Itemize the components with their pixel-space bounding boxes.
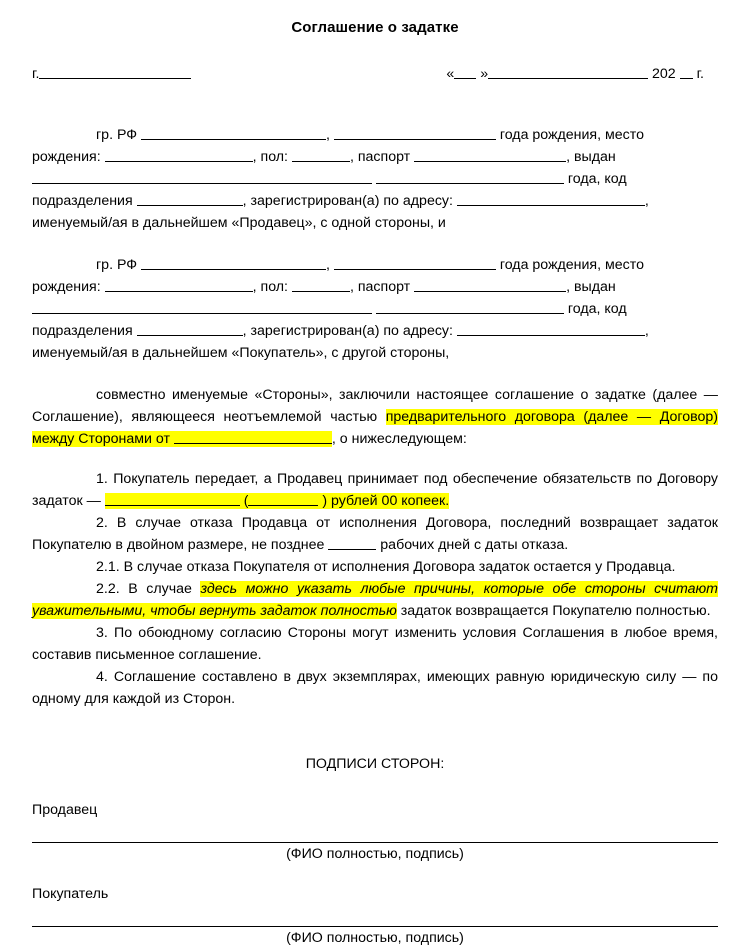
month-blank[interactable]: [488, 66, 648, 79]
clause-2-2-text-2: задаток возвращается Покупателю полностью.: [396, 603, 711, 620]
buyer-passport-label: паспорт: [357, 279, 411, 296]
year-prefix: 202: [652, 66, 676, 83]
seller-subdivision-label: подразделения: [32, 193, 133, 210]
buyer-line-4: подразделения , зарегистрирован(а) по адресу: ,: [32, 323, 649, 340]
day-blank[interactable]: [454, 66, 476, 79]
seller-issued-label: выдан: [574, 149, 616, 166]
seller-line-1: гр. РФ , года рождения, место: [96, 127, 644, 144]
seller-citizen-prefix: гр. РФ: [96, 127, 138, 144]
city-blank[interactable]: [39, 66, 191, 79]
seller-issued-year-label: года,: [567, 171, 601, 188]
buyer-subdivision-blank[interactable]: [137, 323, 243, 336]
buyer-sex-label: пол:: [260, 279, 288, 296]
quote-open: «: [446, 66, 455, 83]
clause-2-text-1: 2. В случае отказа Продавца от исполнения Договора, последний возвращает задаток Покупателю в двойном размере, не позднее: [32, 515, 718, 554]
buyer-subdivision-label: подразделения: [32, 323, 133, 340]
buyer-sex-blank[interactable]: [292, 279, 350, 292]
clause-1-text: 1. Покупатель передает, а Продавец принимает под обеспечение обязательств по Договору задаток —: [32, 471, 718, 510]
preamble-highlight: предварительного договора (далее — Договор) между Сторонами от: [32, 409, 718, 448]
seller-address-blank[interactable]: [457, 193, 645, 206]
city-field: [32, 66, 191, 82]
seller-issuer-blank[interactable]: [32, 171, 372, 184]
deposit-amount-words-blank[interactable]: [105, 493, 240, 506]
seller-line-3: [32, 168, 718, 190]
clause-2-2-text-1: 2.2. В случае: [96, 581, 201, 598]
buyer-birthplace-blank[interactable]: [105, 279, 253, 292]
preamble-part-1: совместно именуемые «Стороны», заключили настоящее соглашение о задатке (далее — Соглашение), являющееся неотъемлемой частью: [32, 387, 718, 426]
buyer-issue-date-blank[interactable]: [376, 301, 564, 314]
seller-fio-blank[interactable]: [141, 127, 326, 140]
seller-issue-date-blank[interactable]: [376, 171, 564, 184]
buyer-registered-label: зарегистрирован(а) по адресу:: [250, 323, 453, 340]
seller-code-label: код: [604, 171, 627, 188]
seller-subdivision-blank[interactable]: [137, 193, 243, 206]
preamble-part-2: , о нижеследующем:: [331, 431, 467, 448]
seller-birthplace-blank[interactable]: [105, 149, 253, 162]
buyer-named-text: именуемый/ая в дальнейшем «Покупатель», с другой стороны,: [32, 345, 450, 362]
seller-line-4: подразделения , зарегистрирован(а) по адресу: ,: [32, 193, 649, 210]
seller-signature-caption: (ФИО полностью, подпись): [286, 846, 464, 863]
clause-2-2-highlight: здесь можно указать любые причины, которые обе стороны считают уважительными, чтобы вернуть задаток полностью: [32, 581, 719, 620]
buyer-address-blank[interactable]: [457, 323, 645, 336]
seller-named-text: именуемый/ая в дальнейшем «Продавец», с одной стороны, и: [32, 215, 446, 232]
seller-birth-year-label: года рождения, место: [499, 127, 644, 144]
buyer-line-3: [32, 298, 718, 320]
buyer-issued-year-label: года,: [567, 301, 601, 318]
clause-2-1: 2.1. В случае отказа Покупателя от исполнения Договора задаток остается у Продавца.: [96, 559, 676, 576]
seller-signature-role: Продавец: [32, 802, 98, 819]
seller-passport-blank[interactable]: [414, 149, 566, 162]
clause-3: 3. По обоюдному согласию Стороны могут изменить условия Соглашения в любое время, составив письменное соглашение.: [32, 625, 718, 664]
buyer-fio-blank[interactable]: [141, 257, 326, 270]
date-field: [446, 66, 718, 82]
buyer-issuer-blank[interactable]: [32, 301, 372, 314]
seller-line-2: рождения: , пол: , паспорт , выдан: [32, 149, 616, 166]
seller-party-block: [32, 124, 718, 234]
contract-date-blank[interactable]: [174, 431, 332, 444]
preamble-paragraph: [32, 384, 718, 450]
year-suffix: г.: [696, 66, 704, 83]
buyer-signature-line[interactable]: [32, 926, 718, 927]
signatures-heading: ПОДПИСИ СТОРОН:: [305, 756, 445, 773]
buyer-birth-year-label: года рождения, место: [499, 257, 644, 274]
buyer-citizen-prefix: гр. РФ: [96, 257, 138, 274]
quote-close: »: [480, 66, 489, 83]
year-blank[interactable]: [680, 66, 693, 79]
buyer-signature-group: [32, 886, 718, 946]
seller-sex-label: пол:: [260, 149, 288, 166]
seller-sex-blank[interactable]: [292, 149, 350, 162]
buyer-code-label: код: [604, 301, 627, 318]
city-date-row: [32, 66, 718, 82]
seller-passport-label: паспорт: [357, 149, 411, 166]
refund-days-blank[interactable]: [328, 537, 376, 550]
clause-2-text-2: рабочих дней с даты отказа.: [376, 537, 569, 554]
deposit-amount-figures-blank[interactable]: [248, 493, 318, 506]
clause-1-hl-end: ) рублей 00 копеек.: [318, 493, 450, 510]
seller-signature-line[interactable]: [32, 842, 718, 843]
buyer-passport-blank[interactable]: [414, 279, 566, 292]
seller-birthdate-blank[interactable]: [334, 127, 496, 140]
buyer-line-2: рождения: , пол: , паспорт , выдан: [32, 279, 616, 296]
seller-registered-label: зарегистрирован(а) по адресу:: [250, 193, 453, 210]
buyer-birthdate-blank[interactable]: [334, 257, 496, 270]
clause-4: 4. Соглашение составлено в двух экземплярах, имеющих равную юридическую силу — по одному для каждой из Сторон.: [32, 669, 718, 708]
buyer-birthplace-label: рождения:: [32, 279, 101, 296]
signatures-section: [32, 756, 718, 946]
clause-2: [32, 512, 718, 556]
document-title: Соглашение о задатке: [291, 19, 459, 36]
buyer-issued-label: выдан: [574, 279, 616, 296]
seller-signature-group: [32, 802, 718, 862]
seller-birthplace-label: рождения:: [32, 149, 101, 166]
buyer-signature-role: Покупатель: [32, 886, 109, 903]
buyer-party-block: [32, 254, 718, 364]
clause-1-hl-mid: (: [239, 493, 249, 510]
buyer-line-1: гр. РФ , года рождения, место: [96, 257, 644, 274]
clause-1: [32, 468, 718, 512]
clause-2-2: [32, 578, 718, 622]
city-label: г.: [32, 66, 40, 83]
buyer-signature-caption: (ФИО полностью, подпись): [286, 930, 464, 946]
